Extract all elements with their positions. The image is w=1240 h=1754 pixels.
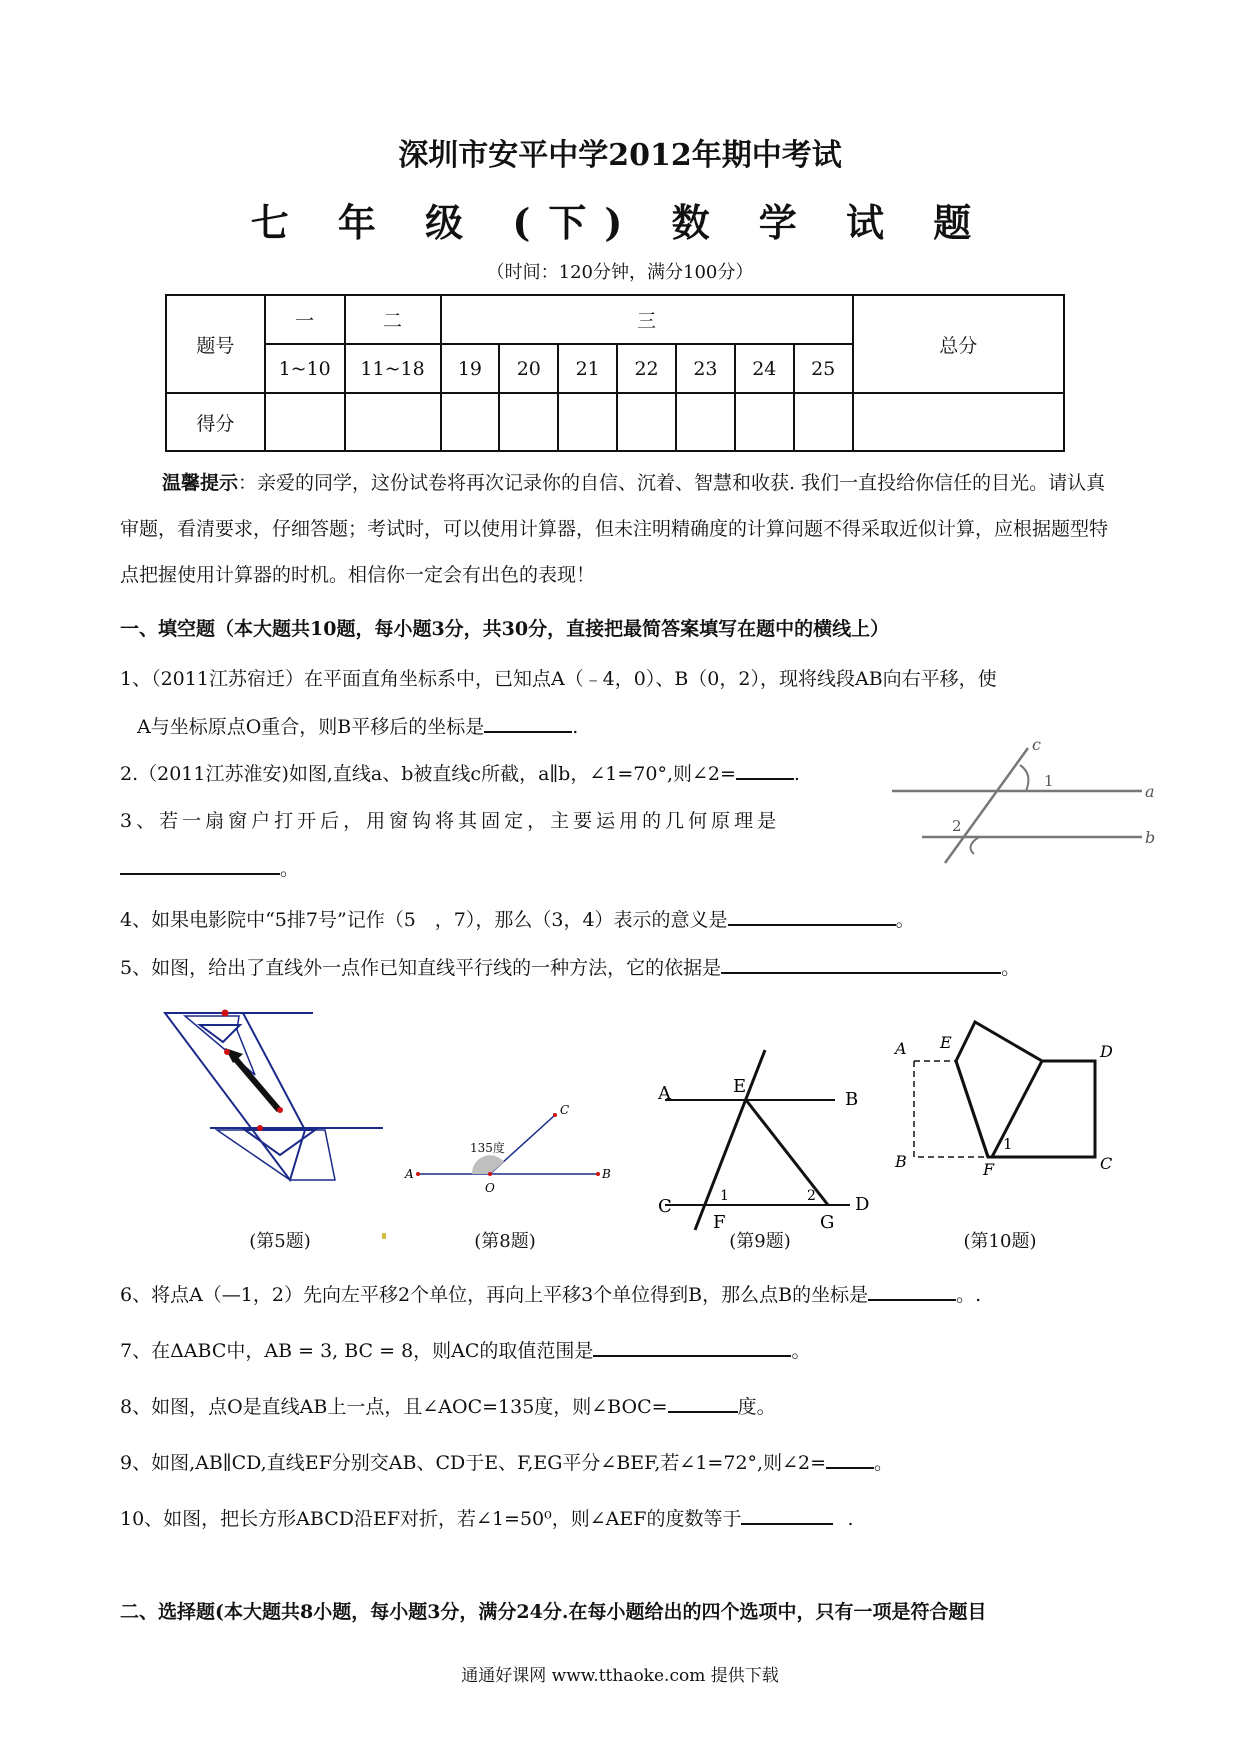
answer-blank[interactable]	[484, 711, 572, 733]
tip-text: ：亲爱的同学，这份试卷将再次记录你的自信、沉着、智慧和收获. 我们一直投给你信任的目光。请认真审题，看清要求，仔细答题；考试时，可以使用计算器，但未注明精确度的计算问题不得采取近似计算，应根据题型特点把握使用计算器的时机。相信你一定会有出色的表现！	[120, 472, 1109, 586]
question-6	[120, 1279, 981, 1307]
section-3-header: 三	[441, 295, 853, 344]
range-cell: 23	[676, 344, 735, 393]
set-square-outer	[165, 1013, 305, 1180]
score-table	[165, 294, 1065, 452]
tip-label: 温馨提示	[162, 472, 239, 494]
label-E: E	[733, 1076, 747, 1097]
label-b: b	[1145, 828, 1156, 847]
question-5-end: 。	[1001, 957, 1021, 979]
question-3: 3、若一扇窗户打开后，用窗钩将其固定，主要运用的几何原理是	[120, 810, 781, 832]
point-marker	[224, 1049, 230, 1055]
figure-q8-angle	[400, 1090, 620, 1200]
label-D: D	[1100, 1042, 1113, 1061]
answer-blank[interactable]	[826, 1447, 874, 1469]
caption-q8: (第8题)	[474, 1231, 536, 1252]
score-cell	[499, 393, 558, 451]
answer-blank[interactable]	[721, 952, 1001, 974]
point-b-marker	[596, 1172, 600, 1176]
answer-blank[interactable]	[728, 904, 896, 926]
question-8-end: 度。	[737, 1396, 776, 1418]
fold-line-ef	[956, 1061, 988, 1157]
question-4-text: 4、如果电影院中“5排7号”记作（5 ，7），那么（3，4）表示的意义是	[120, 909, 728, 931]
caption-q5: (第5题)	[249, 1231, 311, 1252]
point-marker	[277, 1107, 283, 1113]
score-cell	[676, 393, 735, 451]
label-C: C	[658, 1196, 672, 1217]
question-4-end: 。	[895, 909, 915, 931]
label-B: B	[602, 1167, 611, 1181]
label-O: O	[485, 1181, 495, 1195]
label-F: F	[983, 1160, 995, 1179]
answer-blank[interactable]	[868, 1279, 956, 1301]
range-cell: 20	[499, 344, 558, 393]
label-c: c	[1032, 738, 1041, 754]
question-7-text: 7、在ΔABC中，AB = 3, BC = 8，则AC的取值范围是	[120, 1340, 594, 1362]
score-cell	[617, 393, 676, 451]
label-a: a	[1145, 782, 1155, 801]
line-ef	[695, 1050, 765, 1230]
label-angle-1: 1	[1003, 1135, 1013, 1153]
question-10	[120, 1503, 854, 1531]
question-6-text: 6、将点A（—1，2）先向左平移2个单位，再向上平移3个单位得到B，那么点B的坐标是	[120, 1284, 869, 1306]
label-A: A	[895, 1039, 907, 1058]
angle-2-arc	[970, 837, 979, 854]
row-label-score: 得分	[166, 393, 265, 451]
caption-q9: (第9题)	[729, 1231, 791, 1252]
range-cell: 22	[617, 344, 676, 393]
range-cell: 11~18	[345, 344, 441, 393]
label-angle-2: 2	[952, 817, 962, 835]
question-5	[120, 952, 1020, 980]
question-5-text: 5、如图，给出了直线外一点作已知直线平行线的一种方法，它的依据是	[120, 957, 722, 979]
point-o-marker	[488, 1172, 492, 1176]
score-cell	[558, 393, 617, 451]
exam-time-info: （时间：120分钟，满分100分）	[486, 262, 754, 283]
question-3-end: 。	[280, 858, 300, 880]
total-header: 总分	[853, 295, 1064, 393]
angle-135-shade	[472, 1155, 504, 1174]
score-cell	[345, 393, 441, 451]
line-c	[945, 748, 1028, 863]
question-2-end: .	[793, 763, 800, 785]
label-G: G	[820, 1212, 835, 1233]
question-7-end: 。	[791, 1340, 811, 1362]
section-2-heading: 二、选择题(本大题共8小题，每小题3分，满分24分.在每小题给出的四个选项中，只有一项是符合题目	[120, 1601, 987, 1623]
question-8-text: 8、如图，点O是直线AB上一点，且∠AOC=135度，则∠BOC=	[120, 1396, 668, 1418]
answer-blank[interactable]	[668, 1391, 738, 1413]
question-10-text: 10、如图，把长方形ABCD沿EF对折，若∠1=50⁰，则∠AEF的度数等于	[120, 1508, 742, 1530]
range-cell: 24	[735, 344, 794, 393]
question-7	[120, 1335, 810, 1363]
caption-q10: (第10题)	[963, 1231, 1037, 1252]
page-footer: 通通好课网 www.tthaoke.com 提供下载	[461, 1666, 779, 1686]
label-D: D	[855, 1194, 870, 1215]
label-angle-2: 2	[807, 1188, 816, 1204]
folded-part	[956, 1022, 1042, 1157]
question-6-end: 。.	[956, 1284, 982, 1306]
question-2-text: 2.（2011江苏淮安)如图,直线a、b被直线c所截，a∥b，∠1=70°,则∠2=	[120, 763, 736, 785]
score-cell	[735, 393, 794, 451]
label-C: C	[1100, 1154, 1113, 1173]
tip-paragraph	[120, 460, 1120, 598]
exam-subject-title: 七 年 级 (下) 数 学 试 题	[250, 200, 990, 245]
question-10-end: .	[847, 1508, 854, 1530]
question-1-end: .	[572, 716, 579, 738]
angle-1-arc	[1020, 765, 1028, 791]
figure-q5-set-square	[155, 1000, 395, 1200]
label-angle-1: 1	[720, 1188, 729, 1204]
figure-q10-folded-rectangle	[890, 1015, 1130, 1190]
original-rectangle-dashed	[914, 1061, 990, 1157]
stray-mark	[382, 1233, 386, 1239]
question-1-line-1: 1、（2011江苏宿迁）在平面直角坐标系中，已知点A（﹣4，0）、B（0，2），现将线段AB向右平移，使	[120, 668, 997, 690]
label-A: A	[405, 1167, 414, 1181]
question-9	[120, 1447, 893, 1475]
total-score-cell	[853, 393, 1064, 451]
score-cell	[441, 393, 500, 451]
row-label-number: 题号	[166, 295, 265, 393]
point-c-marker	[553, 1113, 557, 1117]
question-9-end: 。	[874, 1452, 894, 1474]
range-cell: 1~10	[265, 344, 345, 393]
slide-arrow-shaft	[233, 1056, 279, 1110]
lower-set-square	[217, 1130, 335, 1180]
section-1-header: 一	[265, 295, 345, 344]
label-E: E	[940, 1033, 952, 1052]
answer-blank[interactable]	[736, 758, 794, 780]
section-2-header: 二	[345, 295, 441, 344]
label-angle-1: 1	[1044, 772, 1054, 790]
label-A: A	[658, 1083, 671, 1104]
point-a-marker	[416, 1172, 420, 1176]
point-marker	[222, 1010, 229, 1017]
label-135: 135度	[470, 1141, 505, 1155]
range-cell: 21	[558, 344, 617, 393]
answer-blank[interactable]	[593, 1335, 791, 1357]
exam-school-title: 深圳市安平中学2012年期中考试	[398, 138, 842, 173]
question-3-answer-line	[120, 853, 299, 881]
section-1-heading: 一、填空题（本大题共10题，每小题3分，共30分，直接把最简答案填写在题中的横线上）	[120, 618, 890, 640]
question-8	[120, 1391, 776, 1419]
question-1-text: A与坐标原点O重合，则B平移后的坐标是	[137, 716, 485, 738]
question-9-text: 9、如图,AB∥CD,直线EF分别交AB、CD于E、F,EG平分∠BEF,若∠1=72°,则∠2=	[120, 1452, 826, 1474]
answer-blank[interactable]	[741, 1503, 833, 1525]
range-cell: 25	[794, 344, 853, 393]
range-cell: 19	[441, 344, 500, 393]
label-B: B	[845, 1089, 859, 1110]
score-cell	[265, 393, 345, 451]
question-2	[120, 758, 800, 786]
label-B: B	[895, 1152, 907, 1171]
question-4	[120, 904, 915, 932]
label-C: C	[560, 1103, 570, 1117]
question-1-line-2	[137, 711, 578, 739]
figure-q9-parallel-transversal	[650, 1045, 880, 1235]
figure-q2-parallel-lines	[880, 738, 1160, 868]
label-F: F	[713, 1212, 726, 1233]
score-cell	[794, 393, 853, 451]
answer-blank[interactable]	[120, 853, 280, 875]
point-marker	[257, 1125, 263, 1131]
